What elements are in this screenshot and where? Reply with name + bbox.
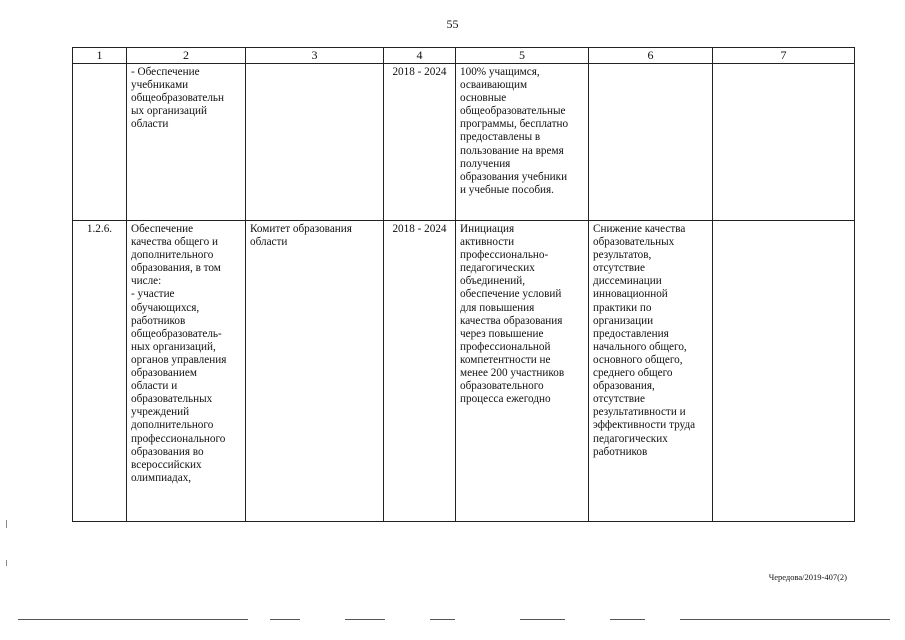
- column-header: 4: [384, 48, 456, 64]
- table-row: [73, 221, 855, 522]
- scan-artifact-line: [270, 619, 300, 620]
- table-row: [73, 64, 855, 221]
- scan-artifact-mark: [6, 560, 7, 566]
- risks-cell: Снижение качества образовательных результатов, отсутствие диссеминации инновационной практики по организации предоставления начального общего, основного общего, среднего общего образования, отсутствие результативности и эффективности труда педагогических работников: [589, 221, 713, 522]
- column-header: 7: [713, 48, 855, 64]
- note-cell: [713, 221, 855, 522]
- column-header: 1: [73, 48, 127, 64]
- measure-cell: Обеспечение качества общего и дополнительного образования, в том числе: - участие обучающихся, работников общеобразователь- ных организаций, органов управления образованием области и образовательных учреждений дополнительного профессионального образования во всероссийских олимпиадах,: [127, 221, 246, 522]
- table-header-row: [73, 48, 855, 64]
- scan-artifact-line: [680, 619, 890, 620]
- scan-artifact-mark: [6, 520, 7, 528]
- column-header: 2: [127, 48, 246, 64]
- executor-cell: [246, 64, 384, 221]
- period-cell: 2018 - 2024: [384, 221, 456, 522]
- result-cell: 100% учащимся, осваивающим основные общеобразовательные программы, бесплатно предоставлены в пользование на время получения образования учебники и учебные пособия.: [456, 64, 589, 221]
- period-cell: 2018 - 2024: [384, 64, 456, 221]
- executor-cell: Комитет образования области: [246, 221, 384, 522]
- scan-artifact-line: [345, 619, 385, 620]
- note-cell: [713, 64, 855, 221]
- scan-artifact-line: [430, 619, 455, 620]
- document-table: [72, 47, 855, 522]
- scan-artifact-line: [610, 619, 645, 620]
- row-number-cell: 1.2.6.: [73, 221, 127, 522]
- scan-artifact-line: [520, 619, 565, 620]
- column-header: 5: [456, 48, 589, 64]
- column-header: 6: [589, 48, 713, 64]
- risks-cell: [589, 64, 713, 221]
- document-code: Чередова/2019-407(2): [768, 572, 847, 582]
- result-cell: Инициация активности профессионально- педагогических объединений, обеспечение условий для повышения качества образования через повышение профессиональной компетентности не менее 200 участников образовательного процесса ежегодно: [456, 221, 589, 522]
- page-number: 55: [446, 17, 459, 31]
- scan-artifact-line: [18, 619, 248, 620]
- measure-cell: - Обеспечение учебниками общеобразовательн ых организаций области: [127, 64, 246, 221]
- column-header: 3: [246, 48, 384, 64]
- row-number-cell: [73, 64, 127, 221]
